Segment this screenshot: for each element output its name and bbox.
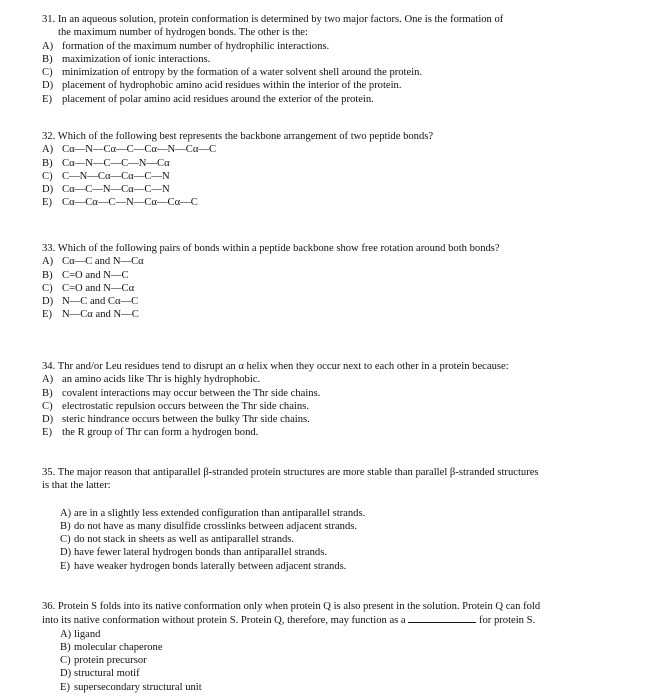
option-letter: B) <box>42 157 53 169</box>
option-text: Cα—N—Cα—C—Cα—N—Cα—C <box>62 144 217 156</box>
option-letter: C) <box>42 282 53 294</box>
answer-option-d <box>60 667 632 680</box>
answer-option-b <box>60 520 632 533</box>
option-text: structural motif <box>74 668 140 680</box>
option-letter: C) <box>60 655 71 667</box>
option-letter: D) <box>42 414 54 426</box>
option-text: maximization of ionic interactions. <box>62 53 211 65</box>
answer-option-c <box>60 654 632 667</box>
question-stem-line-1: Which of the following best represents the backbone arrangement of two peptide bonds? <box>57 131 434 142</box>
answer-option-d <box>60 546 632 559</box>
answer-options <box>42 373 632 439</box>
option-letter: B) <box>42 387 53 399</box>
question-stem-line-2: is that the latter: <box>42 480 111 492</box>
question-number: 36. <box>42 601 56 612</box>
option-letter: D) <box>60 668 72 680</box>
answer-option-e <box>42 196 632 209</box>
question-stem-line-2-end: for protein S. <box>478 615 536 627</box>
option-text: have fewer lateral hydrogen bonds than antiparallel strands. <box>74 547 327 559</box>
question-33 <box>42 242 632 322</box>
option-letter: E) <box>42 197 52 209</box>
option-text: placement of hydrophobic amino acid residues within the interior of the protein. <box>62 80 402 92</box>
option-text: the R group of Thr can form a hydrogen bond. <box>62 427 259 439</box>
answer-option-a <box>42 373 632 386</box>
answer-option-d <box>42 295 632 308</box>
question-stem <box>42 600 632 628</box>
option-text: Cα—C—N—Cα—C—N <box>62 184 170 196</box>
option-text: steric hindrance occurs between the bulky Thr side chains. <box>62 414 310 426</box>
question-31 <box>42 13 632 106</box>
answer-option-c <box>42 282 632 295</box>
question-number: 35. <box>42 467 56 478</box>
option-letter: C) <box>42 400 53 412</box>
option-text: have weaker hydrogen bonds laterally between adjacent strands. <box>74 560 347 572</box>
answer-blank <box>408 613 476 623</box>
answer-option-e <box>42 426 632 439</box>
answer-option-b <box>42 157 632 170</box>
option-text: formation of the maximum number of hydrophilic interactions. <box>62 40 330 52</box>
answer-option-e <box>60 560 632 573</box>
answer-option-b <box>42 269 632 282</box>
answer-option-c <box>60 533 632 546</box>
answer-option-b <box>42 387 632 400</box>
question-stem-line-2: into its native conformation without protein S. Protein Q, therefore, may function as a <box>42 615 406 627</box>
option-letter: A) <box>42 374 54 386</box>
option-text: do not stack in sheets as well as antiparallel strands. <box>74 534 295 546</box>
answer-option-c <box>42 170 632 183</box>
answer-option-a <box>42 255 632 268</box>
option-text: do not have as many disulfide crosslinks between adjacent strands. <box>74 520 358 532</box>
option-text: are in a slightly less extended configuration than antiparallel strands. <box>74 507 366 519</box>
option-letter: E) <box>60 560 70 572</box>
question-stem <box>42 130 632 143</box>
option-text: an amino acids like Thr is highly hydrophobic. <box>62 374 261 386</box>
question-stem-line-2: the maximum number of hydrogen bonds. The other is the: <box>58 27 308 39</box>
option-letter: A) <box>60 507 72 519</box>
option-letter: B) <box>60 520 71 532</box>
option-text: C—N—Cα—Cα—C—N <box>62 170 170 182</box>
option-text: protein precursor <box>74 655 147 667</box>
option-text: Cα—N—C—C—N—Cα <box>62 157 170 169</box>
answer-option-b <box>42 53 632 66</box>
answer-options <box>42 628 632 694</box>
answer-option-d <box>42 183 632 196</box>
option-text: electrostatic repulsion occurs between the Thr side chains. <box>62 400 309 412</box>
question-34 <box>42 360 632 440</box>
answer-option-a <box>42 40 632 53</box>
option-letter: C) <box>42 170 53 182</box>
answer-option-a <box>60 628 632 641</box>
answer-option-d <box>42 79 632 92</box>
option-text: minimization of entropy by the formation of a water solvent shell around the protein. <box>62 67 423 79</box>
question-number: 32. <box>42 131 56 142</box>
answer-option-e <box>42 308 632 321</box>
option-letter: E) <box>42 309 52 321</box>
question-36 <box>42 600 632 694</box>
option-letter: D) <box>42 80 54 92</box>
option-letter: D) <box>42 184 54 196</box>
option-text: Cα—Cα—C—N—Cα—Cα—C <box>62 197 198 209</box>
answer-options <box>42 255 632 321</box>
answer-options <box>42 507 632 573</box>
answer-option-e <box>60 681 632 694</box>
option-text: supersecondary structural unit <box>74 681 202 693</box>
option-letter: A) <box>42 144 54 156</box>
option-text: ligand <box>74 628 101 640</box>
option-text: covalent interactions may occur between the Thr side chains. <box>62 387 321 399</box>
question-stem-line-1: Protein S folds into its native conformation only when protein Q is also present in the solution. Protein Q can fold <box>57 601 541 612</box>
answer-option-e <box>42 93 632 106</box>
option-letter: E) <box>42 427 52 439</box>
question-32 <box>42 130 632 210</box>
option-text: N—Cα and N—C <box>62 309 139 321</box>
option-text: placement of polar amino acid residues around the exterior of the protein. <box>62 93 374 105</box>
option-letter: C) <box>42 67 53 79</box>
question-number: 33. <box>42 243 56 254</box>
question-number: 31. <box>42 14 56 25</box>
question-stem <box>42 466 632 493</box>
answer-option-a <box>60 507 632 520</box>
option-letter: A) <box>42 256 54 268</box>
answer-option-a <box>42 143 632 156</box>
option-letter: E) <box>42 93 52 105</box>
answer-option-c <box>42 400 632 413</box>
answer-option-c <box>42 66 632 79</box>
question-stem-line-1: Which of the following pairs of bonds within a peptide backbone show free rotation around both bonds? <box>57 243 500 254</box>
question-stem <box>42 13 632 40</box>
question-number: 34. <box>42 361 56 372</box>
option-letter: A) <box>60 628 72 640</box>
question-stem <box>42 242 632 255</box>
option-text: C=O and N—C <box>62 269 129 281</box>
option-letter: B) <box>42 269 53 281</box>
answer-options <box>42 40 632 106</box>
question-stem-line-1: The major reason that antiparallel β-stranded protein structures are more stable than parallel β-stranded structures <box>57 467 539 478</box>
question-stem <box>42 360 632 373</box>
option-text: molecular chaperone <box>74 641 163 653</box>
option-letter: A) <box>42 40 54 52</box>
answer-options <box>42 143 632 209</box>
option-letter: B) <box>42 53 53 65</box>
question-35 <box>42 466 632 573</box>
option-letter: D) <box>60 547 72 559</box>
option-text: N—C and Cα—C <box>62 296 139 308</box>
option-text: Cα—C and N—Cα <box>62 256 144 268</box>
answer-option-d <box>42 413 632 426</box>
question-stem-line-1: In an aqueous solution, protein conformation is determined by two major factors. One is the formation of <box>57 14 504 25</box>
option-letter: C) <box>60 534 71 546</box>
answer-option-b <box>60 641 632 654</box>
option-text: C=O and N—Cα <box>62 282 135 294</box>
question-stem-line-1: Thr and/or Leu residues tend to disrupt an α helix when they occur next to each other in a protein because: <box>57 361 509 372</box>
option-letter: B) <box>60 641 71 653</box>
option-letter: E) <box>60 681 70 693</box>
option-letter: D) <box>42 296 54 308</box>
